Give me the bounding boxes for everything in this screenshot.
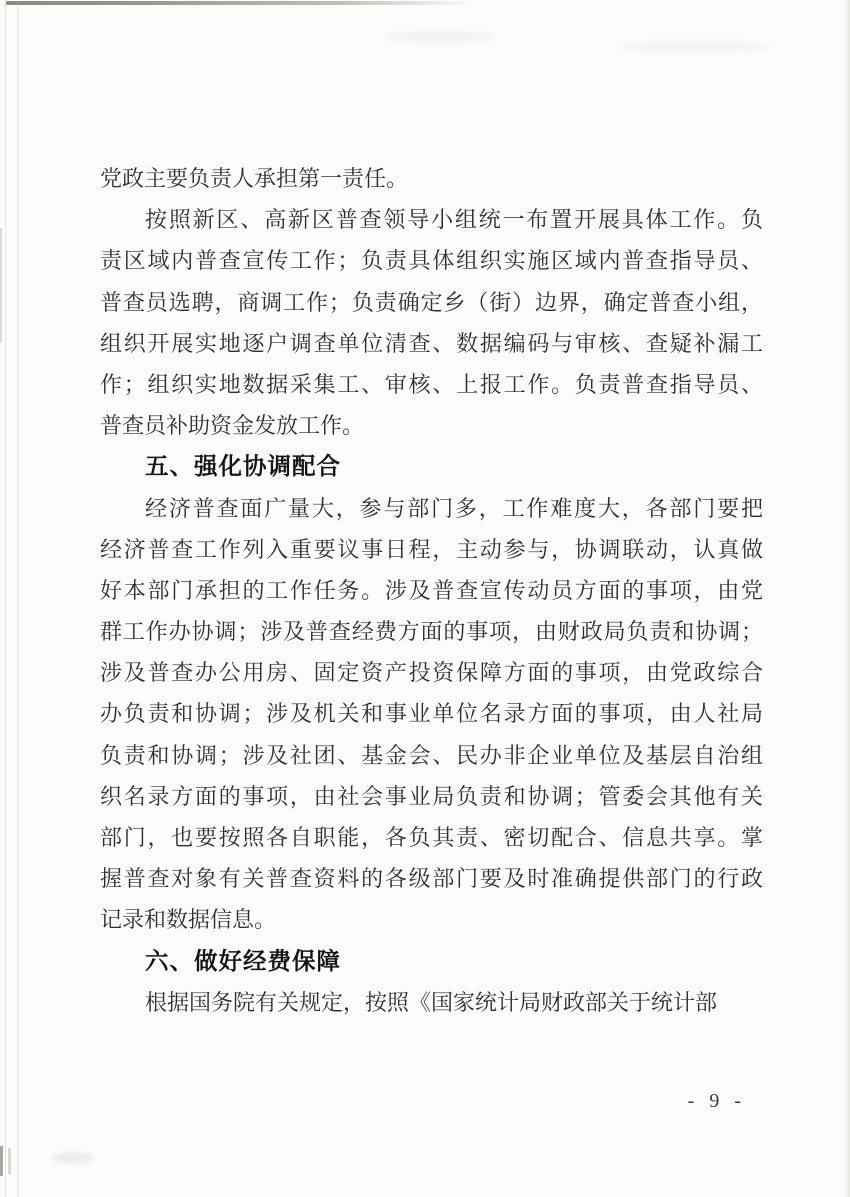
text-line: 按照新区、高新区普查领导小组统一布置开展具体工作。负 <box>145 207 763 233</box>
text-line: 群工作办协调；涉及普查经费方面的事项，由财政局负责和协调； <box>100 619 763 645</box>
section-heading: 六、做好经费保障 <box>145 947 341 974</box>
scan-artifact-top-smudge <box>385 32 495 42</box>
text-line: 普查员补助资金发放工作。 <box>100 413 365 439</box>
text-line: 普查员选聘，商调工作；负责确定乡（街）边界，确定普查小组， <box>100 289 763 315</box>
text-line: 部门，也要按照各自职能，各负其责、密切配合、信息共享。掌 <box>100 825 763 850</box>
scan-artifact-right-edge-shadow <box>845 0 850 1197</box>
text-line: 作；组织实地数据采集工、审核、上报工作。负责普查指导员、 <box>100 371 763 397</box>
scan-artifact-bottom-smudge <box>52 1152 94 1164</box>
section-heading: 五、强化协调配合 <box>145 453 341 480</box>
text-line: 涉及普查办公用房、固定资产投资保障方面的事项，由党政综合 <box>100 660 763 686</box>
text-line: 负责和协调；涉及社团、基金会、民办非企业单位及基层自治组 <box>100 742 763 768</box>
scan-artifact-left-fold-line-2 <box>17 0 19 1197</box>
scan-artifact-top-edge-line <box>6 1 476 5</box>
text-line: 党政主要负责人承担第一责任。 <box>100 166 409 191</box>
scan-artifact-bottom-left-mark <box>0 1146 3 1176</box>
scan-artifact-left-mark <box>0 228 2 343</box>
scan-artifact-top-smudge-2 <box>620 42 770 51</box>
text-line: 责区域内普查宣传工作；负责具体组织实施区域内普查指导员、 <box>100 248 763 274</box>
scan-artifact-bottom-left-mark-2 <box>8 1148 11 1174</box>
text-line: 根据国务院有关规定，按照《国家统计局财政部关于统计部 <box>145 989 718 1015</box>
scan-artifact-left-fold-line <box>5 0 6 1197</box>
text-line: 办负责和协调；涉及机关和事业单位名录方面的事项，由人社局 <box>100 701 763 727</box>
text-line: 好本部门承担的工作任务。涉及普查宣传动员方面的事项，由党 <box>100 577 763 603</box>
text-line: 织名录方面的事项，由社会事业局负责和协调；管委会其他有关 <box>100 783 763 809</box>
page-number: - 9 - <box>687 1090 746 1112</box>
text-line: 经济普查面广量大，参与部门多，工作难度大，各部门要把 <box>145 495 763 521</box>
text-line: 组织开展实地逐户调查单位清查、数据编码与审核、查疑补漏工 <box>100 330 763 356</box>
text-line: 握普查对象有关普查资料的各级部门要及时准确提供部门的行政 <box>100 866 763 892</box>
text-line: 记录和数据信息。 <box>100 907 277 933</box>
document-body <box>100 158 763 1023</box>
text-line: 经济普查工作列入重要议事日程，主动参与，协调联动，认真做 <box>100 536 763 562</box>
